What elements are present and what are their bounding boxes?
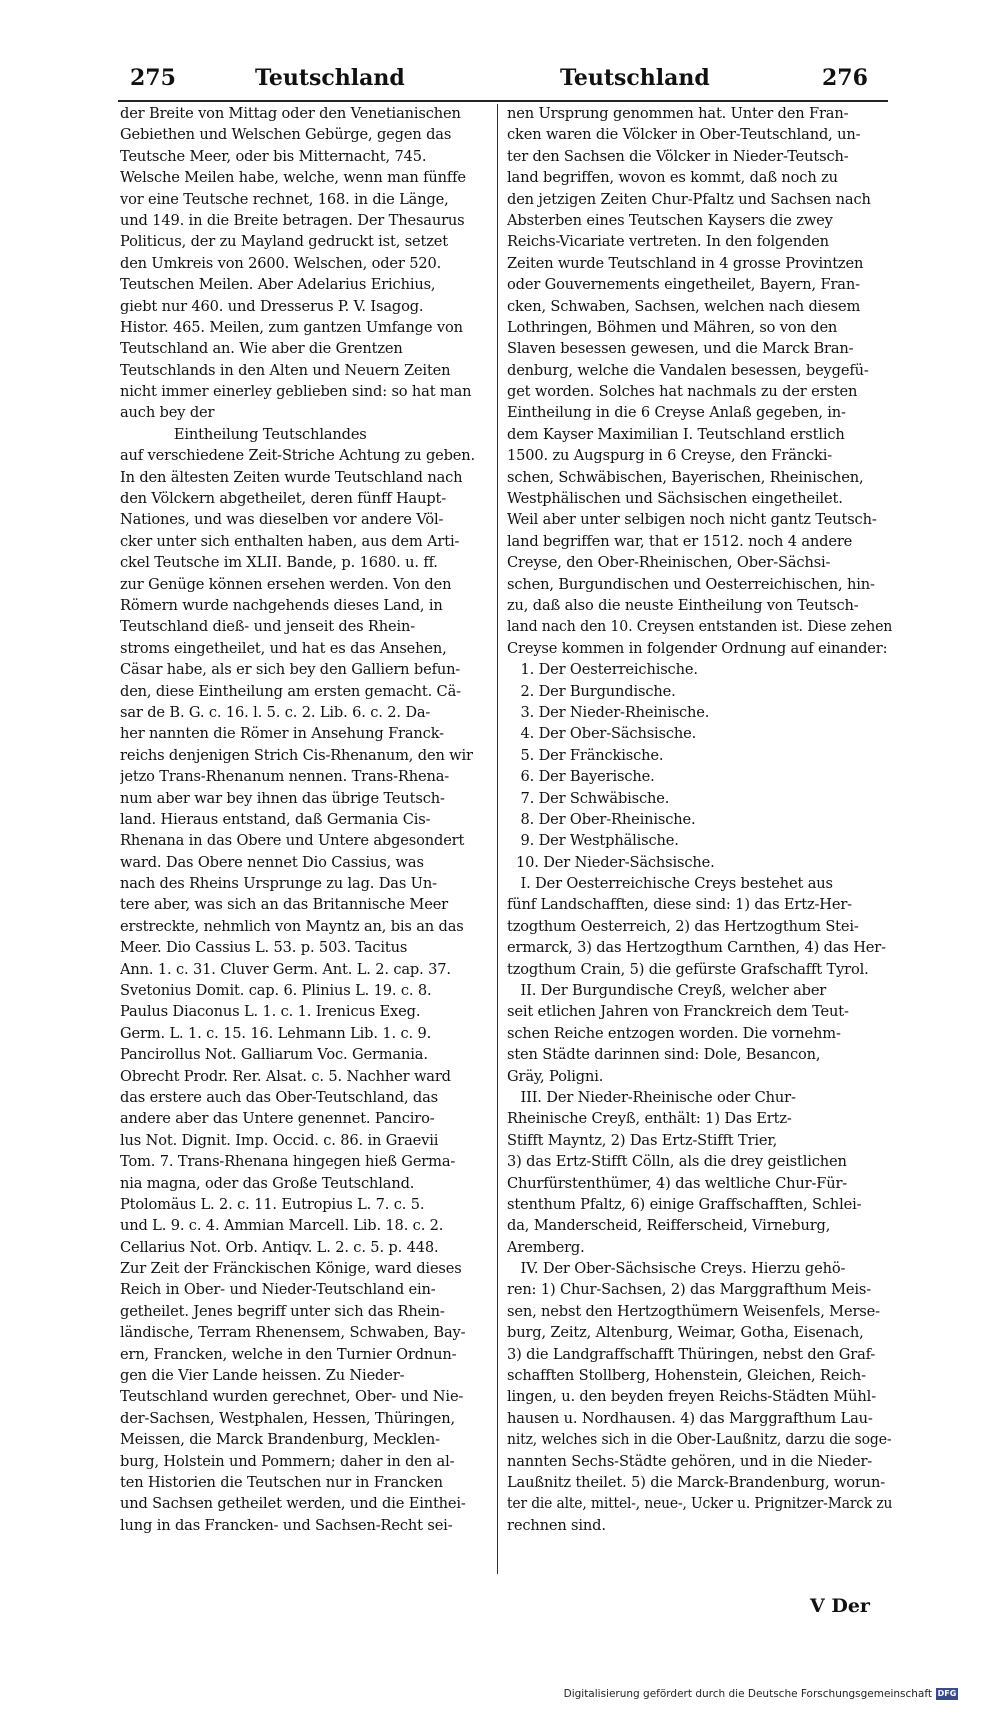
left-column-line: lung in das Francken- und Sachsen-Recht sei-	[120, 1516, 453, 1534]
left-column-line: und 149. in die Breite betragen. Der Thesaurus	[120, 211, 465, 229]
right-column-line: 3. Der Nieder-Rheinische.	[507, 703, 710, 721]
left-column-line: Römern wurde nachgehends dieses Land, in	[120, 596, 443, 614]
left-column-line: stroms eingetheilet, und hat es das Ansehen,	[120, 639, 447, 657]
left-text-column	[120, 103, 496, 1536]
right-column-line: nitz, welches sich in die Ober-Laußnitz, darzu die soge-	[507, 1431, 892, 1449]
footer-credit: Digitalisierung gefördert durch die Deutsche Forschungsgemeinschaft	[563, 1688, 932, 1700]
right-column-line: burg, Zeitz, Altenburg, Weimar, Gotha, Eisenach,	[507, 1324, 864, 1342]
left-column-line: Paulus Diaconus L. 1. c. 1. Irenicus Exeg.	[120, 1003, 421, 1021]
right-column-line: Lothringen, Böhmen und Mähren, so von den	[507, 318, 838, 336]
left-column-line: Eintheilung Teutschlandes	[120, 425, 367, 443]
right-column-line: schen, Burgundischen und Oesterreichischen, hin-	[507, 575, 875, 593]
left-column-line: zur Genüge können ersehen werden. Von den	[120, 575, 452, 593]
right-column-line: lingen, u. den beyden freyen Reichs-Städten Mühl-	[507, 1388, 876, 1406]
left-column-line: lus Not. Dignit. Imp. Occid. c. 86. in Graevii	[120, 1131, 439, 1149]
left-column-line: Gebiethen und Welschen Gebürge, gegen das	[120, 126, 452, 144]
right-column-line: fünf Landschafften, diese sind: 1) das Ertz-Her-	[507, 896, 852, 914]
running-title-left: Teutschland	[255, 65, 405, 91]
catchword: V Der	[810, 1595, 870, 1617]
digitization-footer	[564, 1688, 958, 1700]
right-column-line: sten Städte darinnen sind: Dole, Besancon,	[507, 1046, 821, 1064]
right-column-line: zu, daß also die neuste Eintheilung von Teutsch-	[507, 596, 859, 614]
right-column-line: rechnen sind.	[507, 1516, 606, 1534]
right-column-line: Westphälischen und Sächsischen eingetheilet.	[507, 490, 843, 508]
right-column-line: 3) die Landgraffschafft Thüringen, nebst den Graf-	[507, 1345, 876, 1363]
right-column-line: 7. Der Schwäbische.	[507, 789, 670, 807]
right-column-line: 9. Der Westphälische.	[507, 832, 679, 850]
left-column-line: land. Hieraus entstand, daß Germania Cis-	[120, 810, 431, 828]
left-column-line: ländische, Terram Rhenensem, Schwaben, Bay-	[120, 1324, 466, 1342]
right-column-line: Churfürstenthümer, 4) das weltliche Chur-Für-	[507, 1174, 848, 1192]
left-column-line: der Breite von Mittag oder den Venetianischen	[120, 105, 461, 122]
left-column-line: Ptolomäus L. 2. c. 11. Eutropius L. 7. c. 5.	[120, 1195, 425, 1213]
left-column-line: und Sachsen getheilet werden, und die Einthei-	[120, 1495, 466, 1513]
right-column-line: sen, nebst den Hertzogthümern Weisenfels, Merse-	[507, 1302, 880, 1320]
right-column-line: 1500. zu Augspurg in 6 Creyse, den Fräncki-	[507, 447, 833, 465]
right-column-line: Laußnitz theilet. 5) die Marck-Brandenburg, worun-	[507, 1474, 886, 1491]
dfg-logo-icon: DFG	[937, 1689, 957, 1698]
right-column-line: tzogthum Crain, 5) die gefürste Grafschafft Tyrol.	[507, 960, 869, 978]
right-column-line: schafften Stollberg, Hohenstein, Gleichen, Reich-	[507, 1367, 866, 1385]
right-column-line: land begriffen war, that er 1512. noch 4 andere	[507, 532, 853, 550]
right-column-line: cken, Schwaben, Sachsen, welchen nach diesem	[507, 297, 861, 315]
right-column-line: Creyse kommen in folgender Ordnung auf einander:	[507, 639, 888, 657]
right-column-line: dem Kayser Maximilian I. Teutschland erstlich	[507, 425, 845, 443]
right-column-line: 5. Der Fränckische.	[507, 746, 664, 764]
right-column-line: I. Der Oesterreichische Creys bestehet aus	[507, 875, 833, 893]
right-column-line: Gräy, Poligni.	[507, 1067, 604, 1085]
left-column-line: Politicus, der zu Mayland gedruckt ist, setzet	[120, 233, 448, 251]
left-column-line: der-Sachsen, Westphalen, Hessen, Thüringen,	[120, 1409, 455, 1427]
running-title-right: Teutschland	[560, 65, 710, 91]
left-column-line: andere aber das Untere genennet. Panciro-	[120, 1110, 435, 1128]
left-column-line: Teutschland wurden gerechnet, Ober- und Nie-	[120, 1388, 464, 1406]
left-column-line: getheilet. Jenes begriff unter sich das Rhein-	[120, 1302, 445, 1320]
right-column-line: schen, Schwäbischen, Bayerischen, Rheinischen,	[507, 468, 864, 486]
right-column-line: get worden. Solches hat nachmals zu der ersten	[507, 383, 858, 401]
right-column-line: Reichs-Vicariate vertreten. In den folgenden	[507, 233, 829, 251]
left-column-line: ckel Teutsche im XLII. Bande, p. 1680. u. ff.	[120, 554, 438, 572]
left-column-line: den Umkreis von 2600. Welschen, oder 520.	[120, 254, 442, 272]
right-column-line: Absterben eines Teutschen Kaysers die zwey	[507, 211, 833, 229]
right-column-line: Aremberg.	[507, 1238, 585, 1256]
right-column-line: stenthum Pfaltz, 6) einige Graffschafften, Schlei-	[507, 1195, 862, 1213]
left-column-line: ern, Francken, welche in den Turnier Ordnun-	[120, 1345, 457, 1363]
left-column-line: Zur Zeit der Fränckischen Könige, ward dieses	[120, 1260, 462, 1278]
right-column-line: 3) das Ertz-Stifft Cölln, als die drey geistlichen	[507, 1153, 847, 1171]
left-column-line: Welsche Meilen habe, welche, wenn man fünffe	[120, 169, 466, 187]
right-column-line: ermarck, 3) das Hertzogthum Carnthen, 4) das Her-	[507, 939, 886, 957]
left-column-line: Teutschen Meilen. Aber Adelarius Erichius,	[120, 276, 436, 294]
left-column-line: Histor. 465. Meilen, zum gantzen Umfange von	[120, 318, 463, 336]
right-column-line: oder Gouvernements eingetheilet, Bayern, Fran-	[507, 276, 860, 294]
left-column-line: Teutsche Meer, oder bis Mitternacht, 745.	[120, 147, 427, 165]
left-column-line: Pancirollus Not. Galliarum Voc. Germania.	[120, 1046, 428, 1064]
right-column-line: 6. Der Bayerische.	[507, 768, 655, 786]
right-column-line: 8. Der Ober-Rheinische.	[507, 810, 696, 828]
left-column-line: giebt nur 460. und Dresserus P. V. Isagog.	[120, 297, 424, 315]
right-column-line: ter den Sachsen die Völcker in Nieder-Teutsch-	[507, 147, 849, 165]
right-column-line: nannten Sechs-Städte gehören, und in die Nieder-	[507, 1452, 873, 1470]
left-column-line: ten Historien die Teutschen nur in Francken	[120, 1474, 443, 1491]
right-column-line: tzogthum Oesterreich, 2) das Hertzogthum Stei-	[507, 917, 859, 935]
right-column-line: 1. Der Oesterreichische.	[507, 661, 698, 679]
left-column-line: Tom. 7. Trans-Rhenana hingegen hieß Germa-	[120, 1153, 456, 1171]
left-column-line: nach des Rheins Ursprunge zu lag. Das Un-	[120, 875, 437, 893]
left-column-line: reichs denjenigen Strich Cis-Rhenanum, den wir	[120, 746, 473, 764]
left-column-line: Rhenana in das Obere und Untere abgesondert	[120, 832, 465, 850]
right-column-line: nen Ursprung genommen hat. Unter den Fran-	[507, 105, 849, 122]
column-divider	[497, 104, 498, 1574]
right-column-line: Stifft Mayntz, 2) Das Ertz-Stifft Trier,	[507, 1131, 778, 1149]
right-column-line: Weil aber unter selbigen noch nicht gantz Teutsch-	[507, 511, 877, 529]
left-column-line: Obrecht Prodr. Rer. Alsat. c. 5. Nachher ward	[120, 1067, 451, 1085]
right-column-line: da, Manderscheid, Reifferscheid, Virneburg,	[507, 1217, 831, 1235]
right-column-line: 2. Der Burgundische.	[507, 682, 676, 700]
right-column-line: Rheinische Creyß, enthält: 1) Das Ertz-	[507, 1110, 792, 1128]
right-column-line: cken waren die Völcker in Ober-Teutschland, un-	[507, 126, 861, 144]
left-column-line: tere aber, was sich an das Britannische Meer	[120, 896, 449, 914]
left-column-line: cker unter sich enthalten haben, aus dem Arti-	[120, 532, 460, 550]
left-column-line: sar de B. G. c. 16. l. 5. c. 2. Lib. 6. c. 2. Da-	[120, 703, 431, 721]
left-column-line: den Völckern abgetheilet, deren fünff Haupt-	[120, 490, 447, 508]
left-column-line: burg, Holstein und Pommern; daher in den al-	[120, 1452, 455, 1470]
right-column-line: ter die alte, mittel-, neue-, Ucker u. Prignitzer-Marck zu	[507, 1495, 892, 1513]
page-number-right: 276	[822, 65, 868, 91]
right-column-line: 4. Der Ober-Sächsische.	[507, 725, 697, 743]
header-rule	[118, 100, 888, 102]
left-column-line: gen die Vier Lande heissen. Zu Nieder-	[120, 1367, 405, 1385]
left-column-line: den, diese Eintheilung am ersten gemacht. Cä-	[120, 682, 461, 700]
right-column-line: Creyse, den Ober-Rheinischen, Ober-Sächsi-	[507, 554, 831, 572]
left-column-line: nia magna, oder das Große Teutschland.	[120, 1174, 415, 1192]
left-column-line: Meissen, die Marck Brandenburg, Mecklen-	[120, 1431, 440, 1449]
left-column-line: Meer. Dio Cassius L. 53. p. 503. Tacitus	[120, 939, 408, 957]
left-column-line: das erstere auch das Ober-Teutschland, das	[120, 1088, 439, 1106]
left-column-line: Nationes, und was dieselben vor andere Völ-	[120, 511, 444, 529]
right-text-column	[507, 103, 892, 1536]
right-column-line: seit etlichen Jahren von Franckreich dem Teut-	[507, 1003, 849, 1021]
right-column-line: den jetzigen Zeiten Chur-Pfaltz und Sachsen nach	[507, 190, 871, 208]
right-column-line: schen Reiche entzogen worden. Die vornehm-	[507, 1024, 841, 1042]
left-column-line: Teutschlands in den Alten und Neuern Zeiten	[120, 361, 451, 379]
right-column-line: III. Der Nieder-Rheinische oder Chur-	[507, 1088, 796, 1106]
right-column-line: IV. Der Ober-Sächsische Creys. Hierzu gehö-	[507, 1260, 846, 1278]
right-column-line: Eintheilung in die 6 Creyse Anlaß gegeben, in-	[507, 404, 846, 422]
right-column-line: land nach den 10. Creysen entstanden ist. Diese zehen	[507, 618, 892, 636]
left-column-line: Svetonius Domit. cap. 6. Plinius L. 19. c. 8.	[120, 982, 432, 1000]
right-column-line: land begriffen, wovon es kommt, daß noch zu	[507, 169, 838, 187]
left-column-line: num aber war bey ihnen das übrige Teutsch-	[120, 789, 445, 807]
left-column-line: Teutschland an. Wie aber die Grentzen	[120, 340, 403, 358]
left-column-line: ward. Das Obere nennet Dio Cassius, was	[120, 853, 424, 871]
left-column-line: her nannten die Römer in Ansehung Franck-	[120, 725, 444, 743]
right-column-line: denburg, welche die Vandalen besessen, beygefü-	[507, 361, 869, 379]
right-column-line: 10. Der Nieder-Sächsische.	[507, 853, 715, 871]
left-column-line: und L. 9. c. 4. Ammian Marcell. Lib. 18. c. 2.	[120, 1217, 444, 1235]
left-column-line: Reich in Ober- und Nieder-Teutschland ein-	[120, 1281, 436, 1299]
right-column-line: Slaven besessen gewesen, und die Marck Bran-	[507, 340, 854, 358]
page-number-left: 275	[130, 65, 176, 91]
right-column-line: II. Der Burgundische Creyß, welcher aber	[507, 982, 827, 1000]
left-column-line: Germ. L. 1. c. 15. 16. Lehmann Lib. 1. c. 9.	[120, 1024, 432, 1042]
left-column-line: auch bey der	[120, 404, 215, 422]
left-column-line: Cäsar habe, als er sich bey den Galliern befun-	[120, 661, 461, 679]
left-column-line: auf verschiedene Zeit-Striche Achtung zu geben.	[120, 447, 476, 465]
left-column-line: In den ältesten Zeiten wurde Teutschland nach	[120, 468, 463, 486]
left-column-line: erstreckte, nehmlich von Mayntz an, bis an das	[120, 917, 464, 935]
left-column-line: Cellarius Not. Orb. Antiqv. L. 2. c. 5. p. 448.	[120, 1238, 439, 1256]
left-column-line: nicht immer einerley geblieben sind: so hat man	[120, 383, 472, 401]
right-column-line: ren: 1) Chur-Sachsen, 2) das Marggrafthum Meis-	[507, 1281, 872, 1299]
left-column-line: vor eine Teutsche rechnet, 168. in die Länge,	[120, 190, 449, 208]
right-column-line: hausen u. Nordhausen. 4) das Marggrafthum Lau-	[507, 1409, 873, 1427]
left-column-line: Teutschland dieß- und jenseit des Rhein-	[120, 618, 416, 636]
left-column-line: jetzo Trans-Rhenanum nennen. Trans-Rhena-	[120, 768, 450, 786]
left-column-line: Ann. 1. c. 31. Cluver Germ. Ant. L. 2. cap. 37.	[120, 960, 451, 978]
right-column-line: Zeiten wurde Teutschland in 4 grosse Provintzen	[507, 254, 864, 272]
